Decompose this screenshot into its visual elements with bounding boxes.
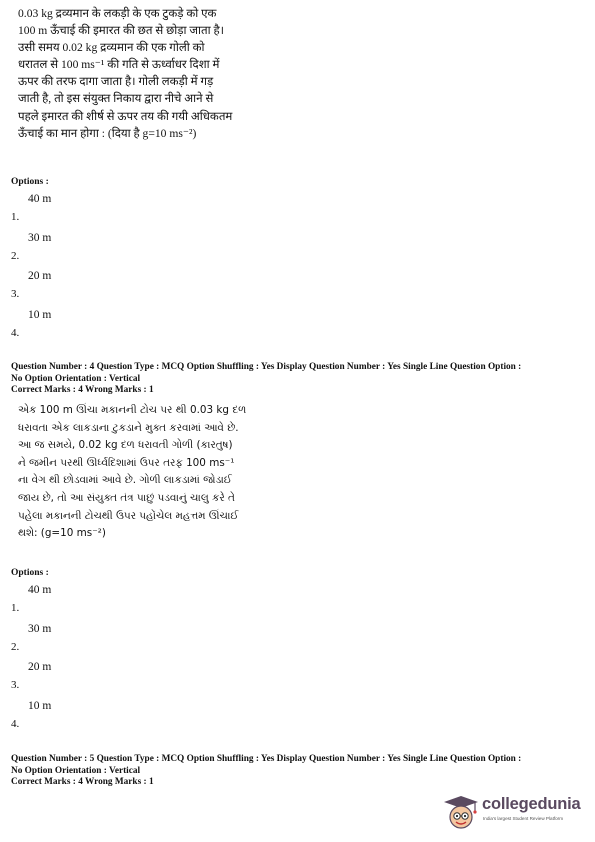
marks-line: Correct Marks : 4 Wrong Marks : 1 <box>11 385 154 395</box>
meta-line: Question Number : 4 Question Type : MCQ Option Shuffling : Yes Display Question Number : Yes Single Line Question Option : <box>11 362 522 372</box>
options-label: Options : <box>11 568 49 578</box>
option-number: 3. <box>11 288 20 300</box>
marks-line: Correct Marks : 4 Wrong Marks : 1 <box>11 777 154 787</box>
option-value: 20 m <box>28 270 52 282</box>
option-number: 4. <box>11 327 20 339</box>
meta-line: Question Number : 5 Question Type : MCQ Option Shuffling : Yes Display Question Number : Yes Single Line Question Option : <box>11 754 522 764</box>
option-item <box>11 700 131 730</box>
logo-tagline: India's largest Student Review Platform <box>483 816 564 821</box>
option-item <box>11 309 131 339</box>
question-line: ऊँचाई का मान होगा : (दिया है g=10 ms⁻²) <box>18 126 197 140</box>
option-number: 2. <box>11 250 20 262</box>
option-item <box>11 623 131 653</box>
option-item <box>11 270 131 300</box>
option-number: 2. <box>11 641 20 653</box>
question-line: धरातल से 100 ms⁻¹ की गति से ऊर्ध्वाधर दिशा में <box>18 58 220 72</box>
question-line: ને જમીન પરથી ઊર્ધ્વદિશામાં ઉપર તરફ 100 ms⁻¹ <box>18 456 235 469</box>
question-line: થશે: (g=10 ms⁻²) <box>18 527 106 540</box>
question-line: જાય છે, તો આ સંયુક્ત તંત્ર પાછું પડવાનું ચાલુ કરે તે <box>18 491 235 504</box>
question-line: जाती है, तो इस संयुक्त निकाय द्वारा नीचे आने से <box>18 92 214 106</box>
option-value: 40 m <box>28 193 52 205</box>
option-item <box>11 193 131 223</box>
logo-wordmark: collegedunia <box>482 795 581 813</box>
question-line: ધરાવતા એક લાકડાના ટુકડાને મુક્ત કરવામાં આવે છે. <box>18 421 239 434</box>
collegedunia-logo <box>442 794 587 830</box>
option-item <box>11 661 131 691</box>
option-number: 1. <box>11 211 20 223</box>
question-line: 0.03 kg द्रव्यमान के लकड़ी के एक टुकड़े को एक <box>18 7 217 20</box>
option-value: 10 m <box>28 700 52 712</box>
options-label: Options : <box>11 177 49 187</box>
graduate-mascot-icon <box>442 794 480 830</box>
question-4-meta <box>11 362 586 397</box>
question-line: એક 100 m ઊંચા મકાનની ટોચ પર થી 0.03 kg દળ <box>18 404 247 416</box>
question-line: ના વેગ થી છોડવામાં આવે છે. ગોળી લાકડામાં જોડાઈ <box>18 474 232 487</box>
option-item <box>11 584 131 614</box>
question-5-meta <box>11 754 586 789</box>
question-line: पहले इमारत की शीर्ष से ऊपर तय की गयी अधिकतम <box>18 109 233 123</box>
question-4-text <box>18 402 278 543</box>
meta-line: No Option Orientation : Vertical <box>11 373 141 384</box>
option-value: 30 m <box>28 232 52 244</box>
option-number: 3. <box>11 679 20 691</box>
question-line: 100 m ऊँचाई की इमारत की छत से छोड़ा जाता है। <box>18 24 225 38</box>
option-item <box>11 232 131 262</box>
question-line: પહેલા મકાનની ટોચથી ઉપર પહોંચેલ મહત્તમ ઊંચાઈ <box>18 509 239 522</box>
option-value: 40 m <box>28 584 52 596</box>
question-3-text <box>18 5 268 142</box>
option-value: 30 m <box>28 623 52 635</box>
option-value: 20 m <box>28 661 52 673</box>
question-line: ऊपर की तरफ दागा जाता है। गोली लकड़ी में गड़ <box>18 75 214 89</box>
option-number: 4. <box>11 718 20 730</box>
option-value: 10 m <box>28 309 52 321</box>
meta-line: No Option Orientation : Vertical <box>11 765 141 776</box>
option-number: 1. <box>11 602 20 614</box>
question-line: उसी समय 0.02 kg द्रव्यमान की एक गोली को <box>18 41 205 55</box>
question-line: આ જ સમયે, 0.02 kg દળ ધરાવતી ગોળી (કારતુષ) <box>18 439 233 452</box>
